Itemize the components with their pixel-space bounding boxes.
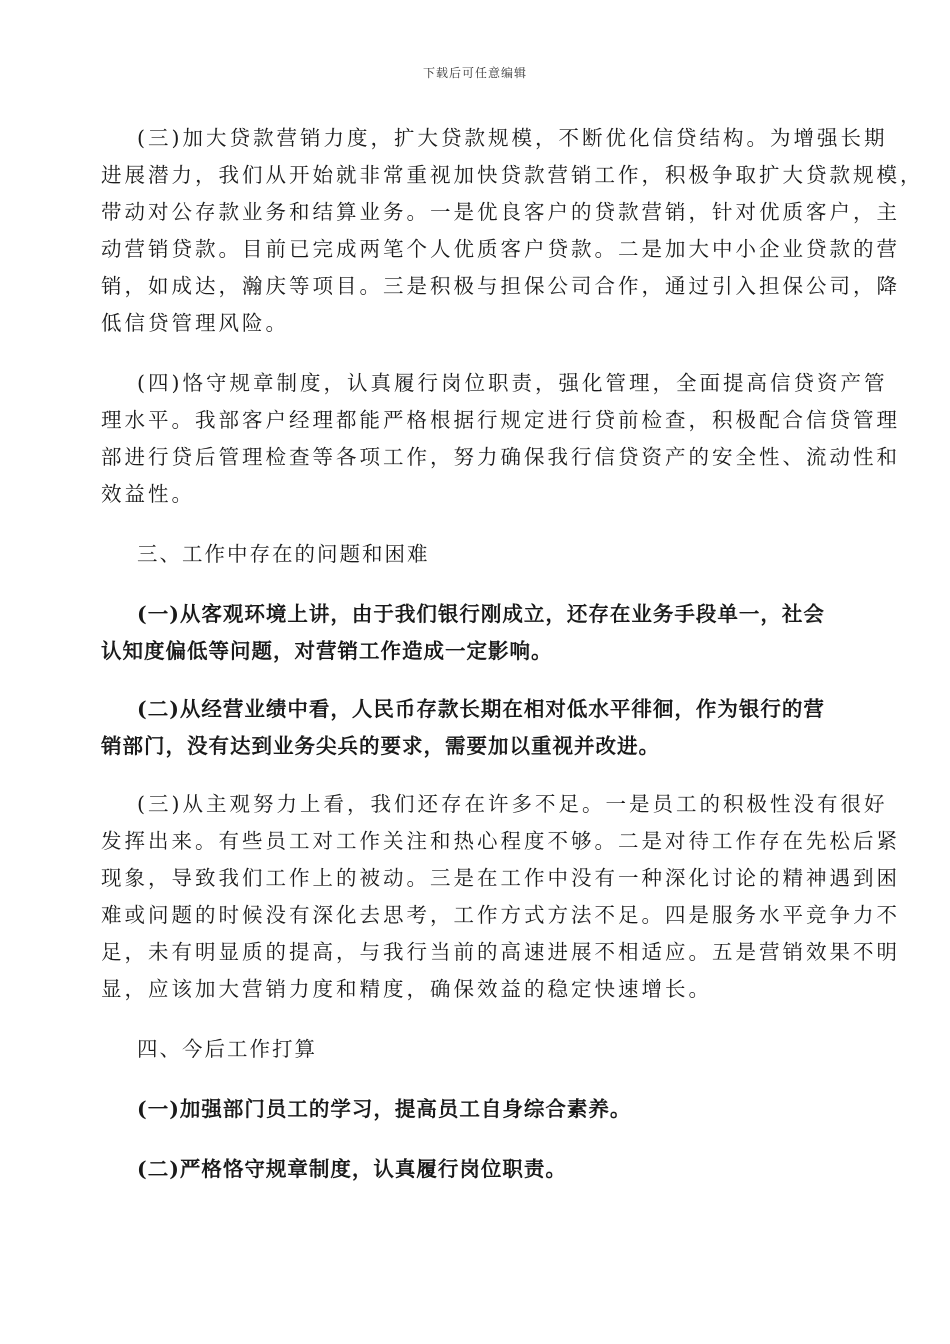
text-line: 难或问题的时候没有深化去思考，工作方式方法不足。四是服务水平竞争力不 xyxy=(101,903,900,927)
text-line: 销部门，没有达到业务尖兵的要求，需要加以重视并改进。 xyxy=(101,734,660,758)
paragraph-objective-environment xyxy=(101,596,847,670)
paragraph-loan-marketing xyxy=(101,120,924,342)
text-line: 发挥出来。有些员工对工作关注和热心程度不够。二是对待工作存在先松后紧 xyxy=(101,829,900,853)
text-line: 认知度偏低等问题，对营销工作造成一定影响。 xyxy=(101,639,553,663)
paragraph-plan-learning xyxy=(137,1091,847,1128)
text-line: (三)加大贷款营销力度，扩大贷款规模，不断优化信贷结构。为增强长期 xyxy=(137,126,888,150)
text-line: (二)从经营业绩中看，人民币存款长期在相对低水平徘徊，作为银行的营 xyxy=(137,697,825,721)
text-line: 进展潜力，我们从开始就非常重视加快贷款营销工作，积极争取扩大贷款规模， xyxy=(101,163,924,187)
text-line: (二)严格恪守规章制度，认真履行岗位职责。 xyxy=(137,1157,567,1181)
paragraph-performance xyxy=(101,691,847,765)
paragraph-subjective-effort xyxy=(101,786,900,1008)
text-line: (四)恪守规章制度，认真履行岗位职责，强化管理，全面提高信贷资产管 xyxy=(137,371,888,395)
text-line: 显，应该加大营销力度和精度，确保效益的稳定快速增长。 xyxy=(101,977,712,1001)
section-heading-problems xyxy=(137,536,847,573)
text-line: (三)从主观努力上看，我们还存在许多不足。一是员工的积极性没有很好 xyxy=(137,792,888,816)
heading-text: 四、今后工作打算 xyxy=(137,1037,317,1061)
heading-text: 三、工作中存在的问题和困难 xyxy=(137,542,430,566)
text-line: 效益性。 xyxy=(101,482,195,506)
text-line: 足，未有明显质的提高，与我行当前的高速进展不相适应。五是营销效果不明 xyxy=(101,940,900,964)
text-line: (一)从客观环境上讲，由于我们银行刚成立，还存在业务手段单一，社会 xyxy=(137,602,825,626)
text-line: 带动对公存款业务和结算业务。一是优良客户的贷款营销，针对优质客户，主 xyxy=(101,200,900,224)
text-line: 现象，导致我们工作上的被动。三是在工作中没有一种深化讨论的精神遇到困 xyxy=(101,866,900,890)
text-line: (一)加强部门员工的学习，提高员工自身综合素养。 xyxy=(137,1097,632,1121)
paragraph-plan-rules xyxy=(137,1151,847,1188)
document-body xyxy=(101,120,924,1188)
text-line: 动营销贷款。目前已完成两笔个人优质客户贷款。二是加大中小企业贷款的营 xyxy=(101,237,900,261)
text-line: 低信贷管理风险。 xyxy=(101,311,289,335)
text-line: 部进行贷后管理检查等各项工作，努力确保我行信贷资产的安全性、流动性和 xyxy=(101,445,900,469)
paragraph-rules-compliance xyxy=(101,365,900,513)
section-heading-plans xyxy=(137,1031,847,1068)
text-line: 理水平。我部客户经理都能严格根据行规定进行贷前检查，积极配合信贷管理 xyxy=(101,408,900,432)
text-line: 销，如成达，瀚庆等项目。三是积极与担保公司合作，通过引入担保公司，降 xyxy=(101,274,900,298)
page-header: 下载后可任意编辑 xyxy=(422,66,527,80)
